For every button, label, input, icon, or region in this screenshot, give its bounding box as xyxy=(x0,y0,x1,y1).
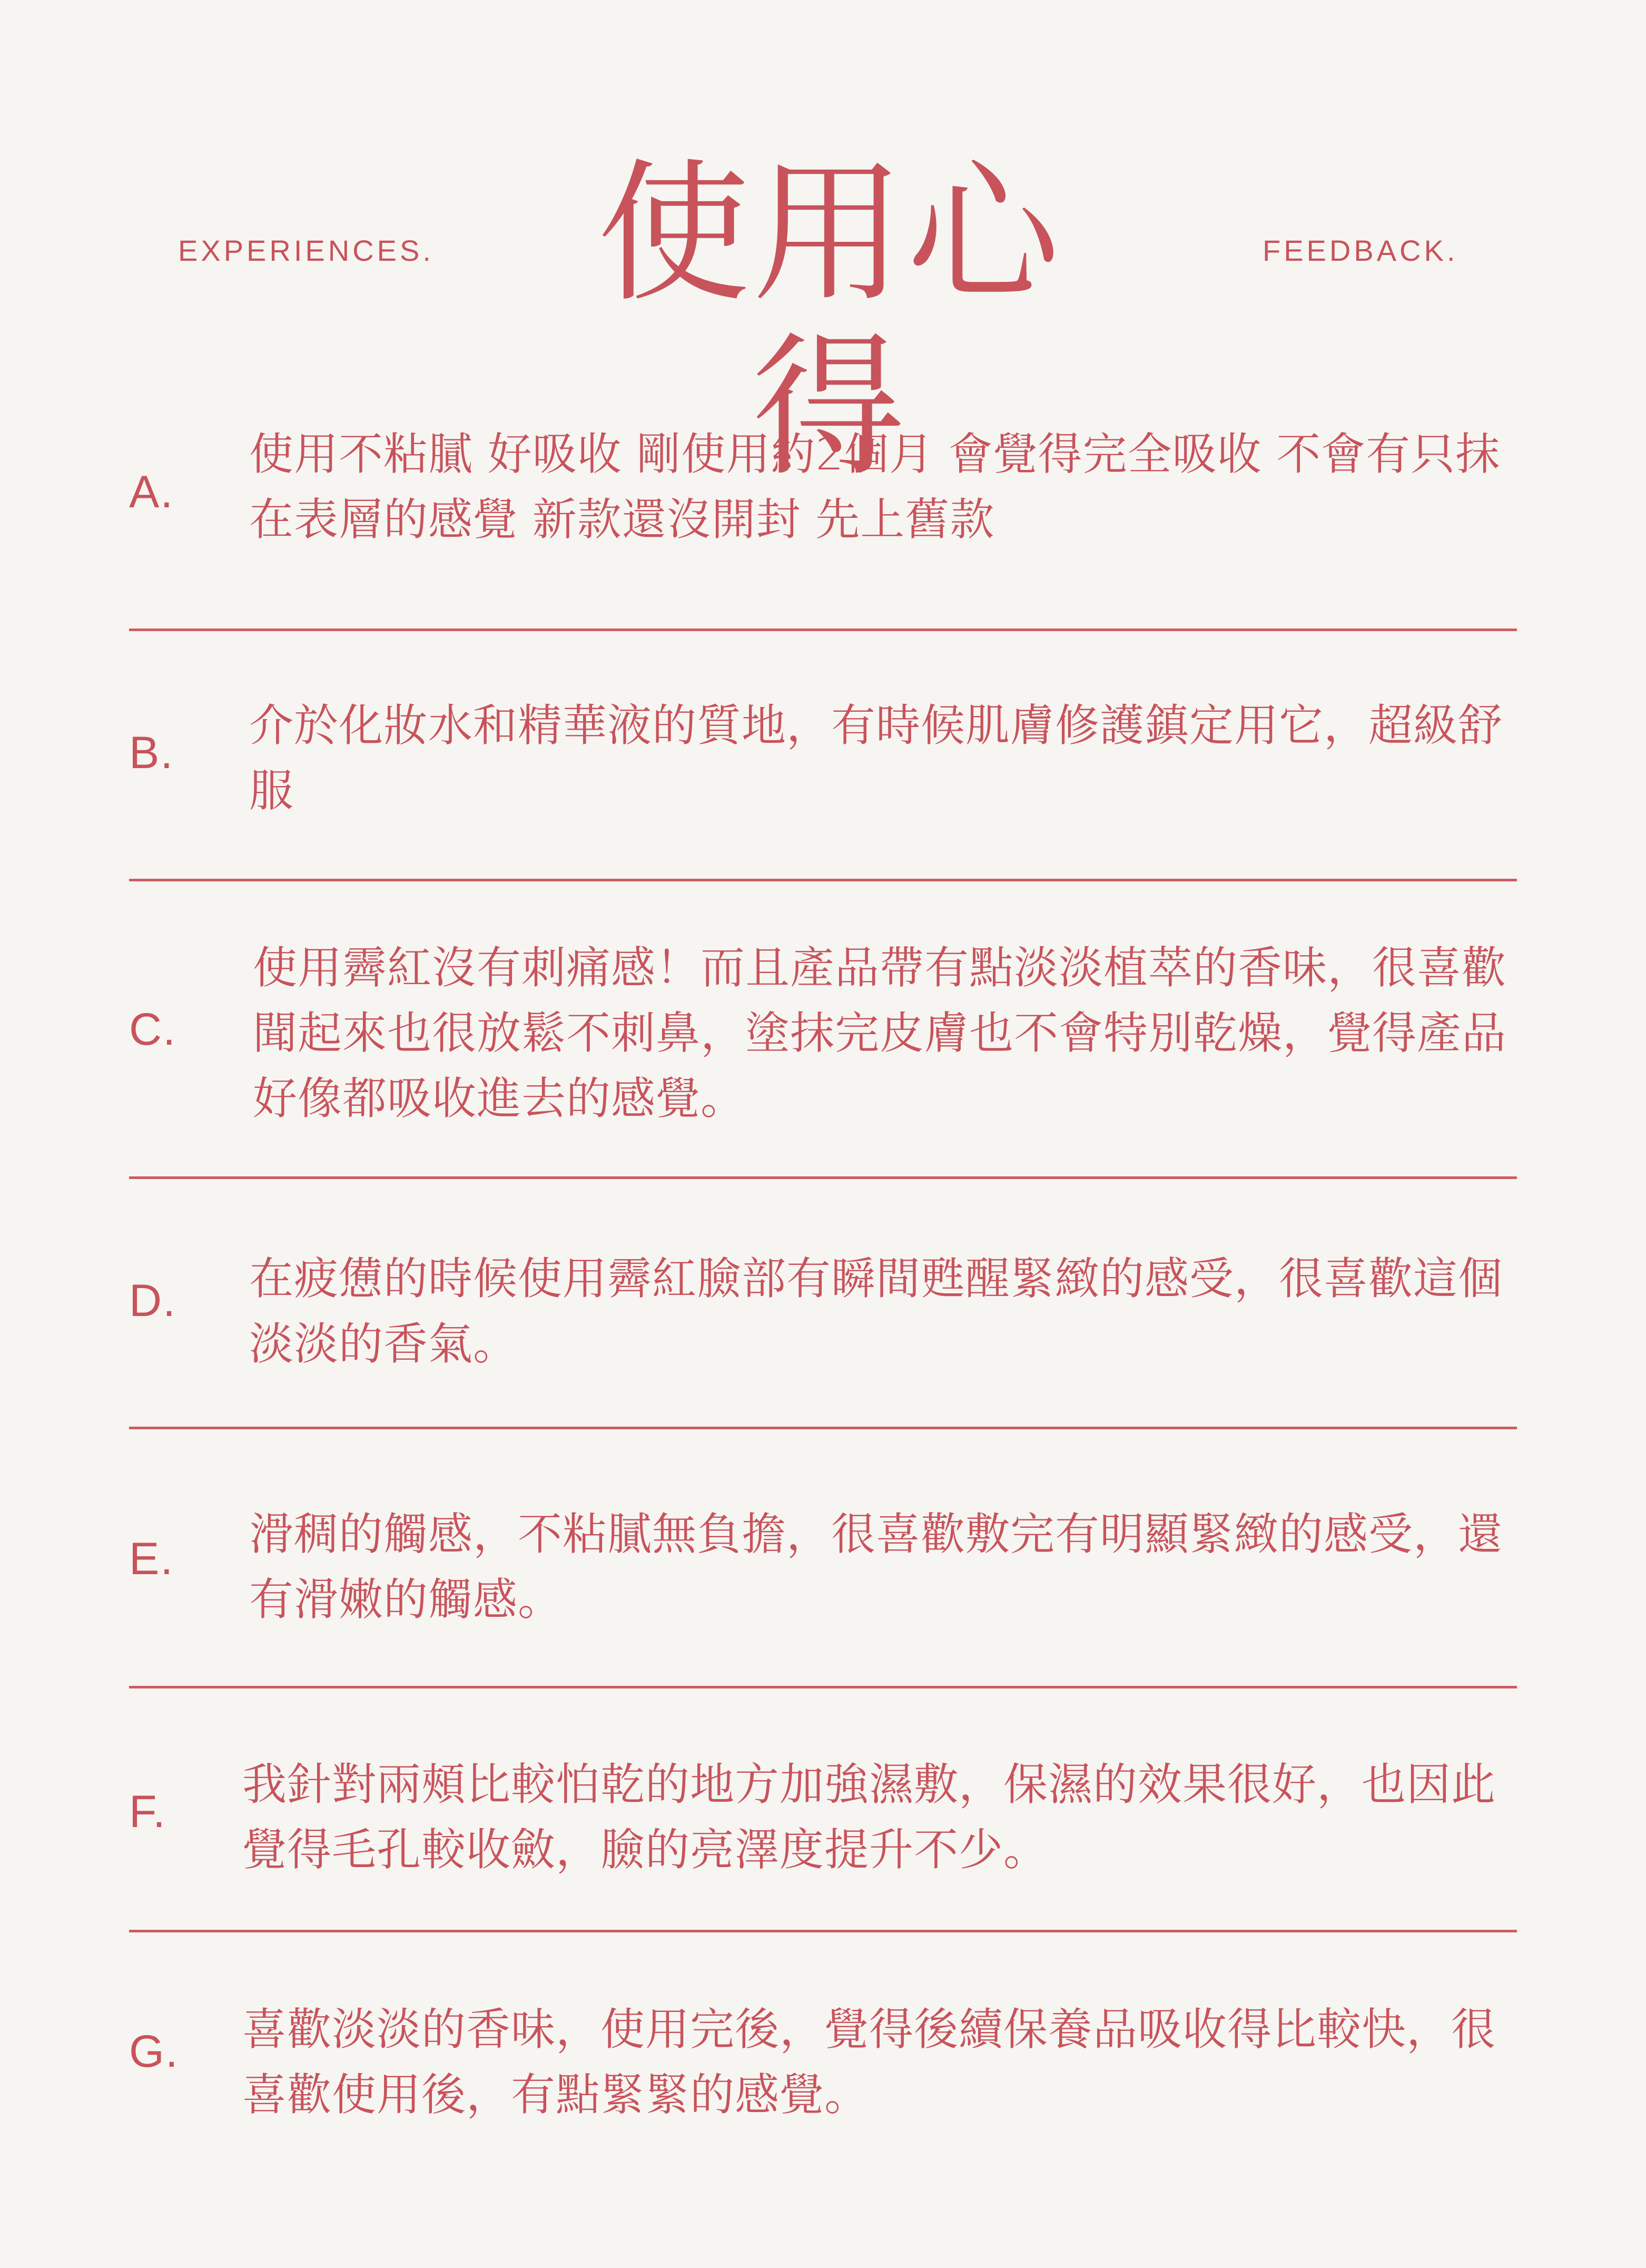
entry-text: 滑稠的觸感，不粘膩無負擔，很喜歡敷完有明顯緊緻的感受，還有滑嫩的觸感。 xyxy=(249,1508,1503,1625)
entry-text: 使用霽紅沒有刺痛感！而且產品帶有點淡淡植萃的香味，很喜歡聞起來也很放鬆不刺鼻，塗抹完皮膚也不會特別乾燥，覺得產品好像都吸收進去的感覺。 xyxy=(253,942,1507,1124)
entry-text: 使用不粘膩 好吸收 剛使用約2個月 會覺得完全吸收 不會有只抹在表層的感覺 新款還沒開封 先上舊款 xyxy=(249,428,1501,545)
divider xyxy=(129,1930,1517,1932)
entry-text: 介於化妝水和精華液的質地，有時候肌膚修護鎮定用它，超級舒服 xyxy=(249,700,1503,817)
entry-letter: B. xyxy=(129,728,174,778)
entry-letter: E. xyxy=(129,1534,174,1584)
entry-letter: D. xyxy=(129,1275,176,1326)
feedback-label: FEEDBACK. xyxy=(1263,234,1458,267)
entry-letter: G. xyxy=(129,2026,179,2077)
entry-text: 在疲憊的時候使用霽紅臉部有瞬間甦醒緊緻的感受，很喜歡這個淡淡的香氣。 xyxy=(249,1253,1503,1370)
entry-letter: A. xyxy=(129,467,174,517)
entry-letter: C. xyxy=(129,1004,176,1055)
divider xyxy=(129,1686,1517,1688)
divider xyxy=(129,629,1517,631)
entry-text: 我針對兩頰比較怕乾的地方加強濕敷，保濕的效果很好，也因此覺得毛孔較收斂，臉的亮澤度提升不少。 xyxy=(242,1759,1496,1876)
divider xyxy=(129,1427,1517,1429)
entry-text: 喜歡淡淡的香味，使用完後，覺得後續保養品吸收得比較快，很喜歡使用後，有點緊緊的感覺。 xyxy=(242,2004,1496,2120)
page-title: 使用心得 xyxy=(597,145,1062,497)
entry-letter: F. xyxy=(129,1786,166,1837)
divider xyxy=(129,1176,1517,1179)
divider xyxy=(129,879,1517,881)
experiences-label: EXPERIENCES. xyxy=(178,234,434,267)
